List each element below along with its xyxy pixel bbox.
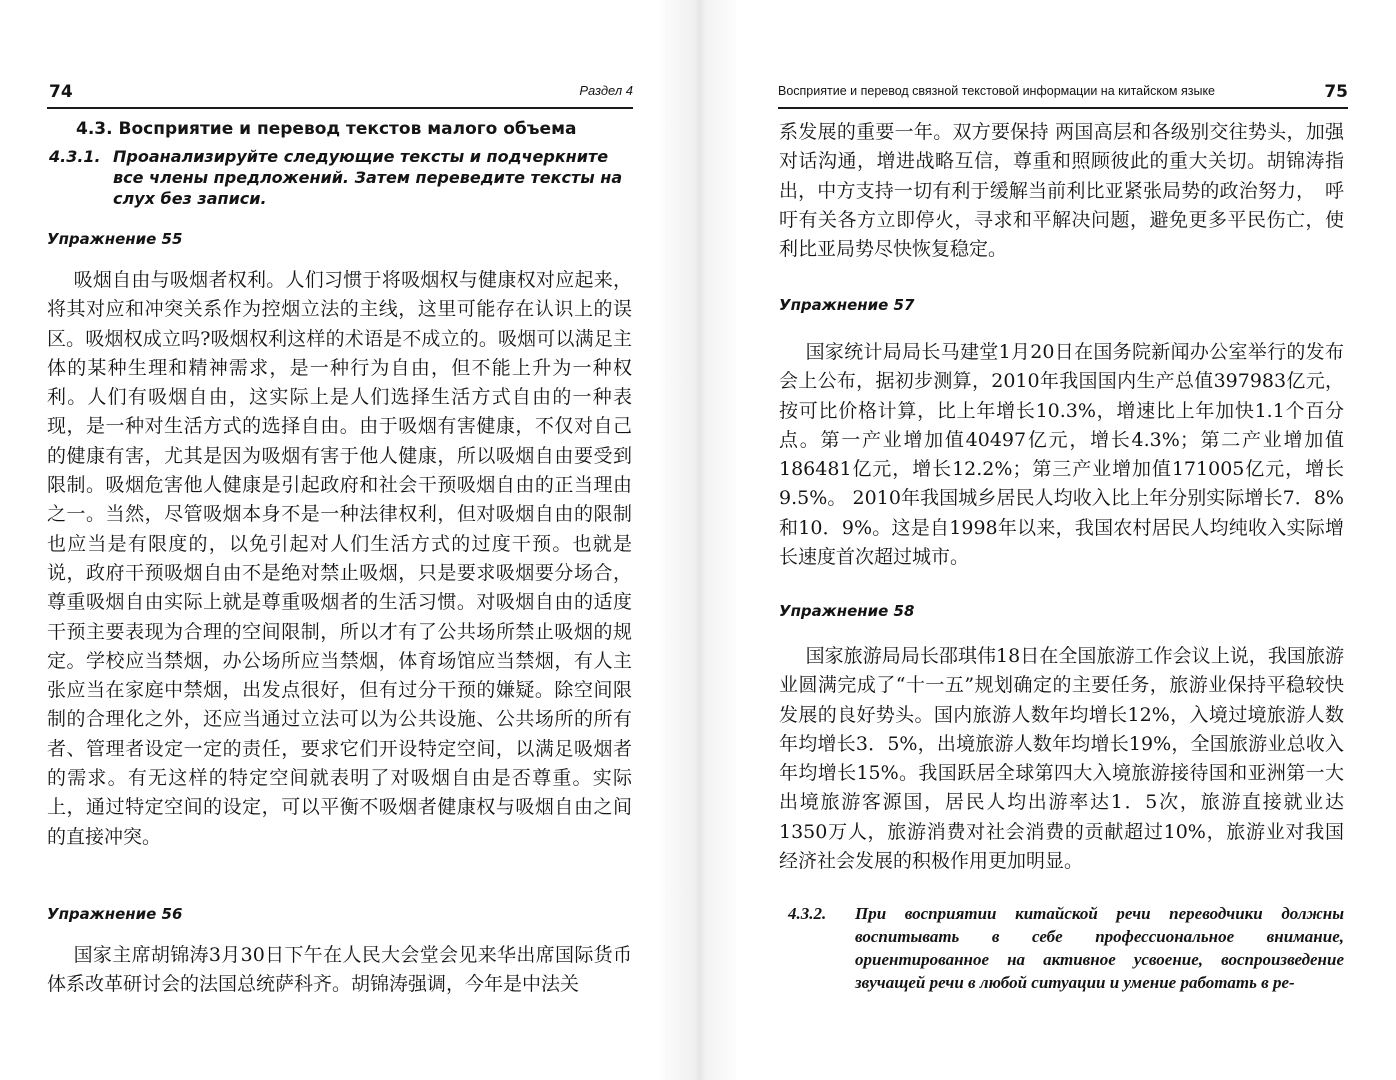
exercise-55-heading: Упражнение 55 (47, 230, 183, 248)
task-number: 4.3.1. (49, 147, 101, 166)
exercise-58-text: 国家旅游局局长邵琪伟18日在全国旅游工作会议上说，我国旅游业圆满完成了“十一五”规划确定的主要任务，旅游业保持平稳较快发展的良好势头。国内旅游人数年均增长12%，入境过境旅游人数年均增长3．5%，出境旅游人数年均增长19%，全国旅游业总收入年均增长15%。我国跃居全球第四大入境旅游接待国和亚洲第一大出境旅游客源国，居民人均出游率达1．5次，旅游直接就业达1350万人，旅游消费对社会消费的贡献超过10%，旅游业对我国经济社会发展的积极作用更加明显。 (779, 645, 1344, 873)
exercise-56-continuation: 系发展的重要一年。双方要保持 两国高层和各级别交往势头，加强对话沟通，增进战略互信，尊重和照顾彼此的重大关切。胡锦涛指出，中方支持一切有利于缓解当前利比亚紧张局势的政治努力， 呼吁有关各方立即停火，寻求和平解决问题，避免更多平民伤亡，使利比亚局势尽快恢复稳定。 (779, 121, 1344, 261)
task-4-3-2 (788, 902, 1344, 994)
right-header-rule (778, 107, 1348, 109)
left-page (0, 0, 660, 1080)
book-spine-gutter (660, 0, 736, 1080)
right-page-number: 75 (1324, 82, 1348, 102)
exercise-58-heading: Упражнение 58 (779, 602, 915, 620)
left-header-rule (47, 107, 633, 109)
exercise-57-text: 国家统计局局长马建堂1月20日在国务院新闻办公室举行的发布会上公布，据初步测算，2010年我国国内生产总值397983亿元，按可比价格计算，比上年增长10.3%，增速比上年加快1.1个百分点。第一产业增加值40497亿元，增长4.3%；第二产业增加值186481亿元，增长12.2%；第三产业增加值171005亿元，增长9.5%。 2010年我国城乡居民人均收入比上年分别实际增长7．8%和10．9%。这是自1998年以来，我国农村居民人均纯收入实际增长速度首次超过城市。 (779, 341, 1344, 569)
task-instruction: Проанализируйте следующие тексты и подчеркните все члены предложений. Затем переведите тексты на слух без записи. (113, 147, 623, 208)
left-running-header: Раздел 4 (579, 83, 633, 98)
right-page (736, 0, 1396, 1080)
exercise-56-heading: Упражнение 56 (47, 905, 183, 923)
right-running-header: Восприятие и перевод связной текстовой информации на китайском языке (778, 84, 1216, 98)
task-4-3-1 (49, 146, 633, 209)
task-2-number: 4.3.2. (788, 904, 827, 923)
exercise-57-heading: Упражнение 57 (779, 296, 915, 314)
task-2-instruction: При восприятии китайской речи переводчики должны воспитывать в себе профессиональное внимание, ориентированное на активное усвоение, воспроизведение звучащей речи в любой ситуации и умение работать в ре- (855, 904, 1344, 992)
left-page-number: 74 (49, 82, 73, 102)
exercise-56-text: 国家主席胡锦涛3月30日下午在人民大会堂会见来华出席国际货币体系改革研讨会的法国总统萨科齐。胡锦涛强调，今年是中法关 (47, 944, 632, 996)
section-title: 4.3. Восприятие и перевод текстов малого объема (76, 119, 577, 139)
exercise-55-text: 吸烟自由与吸烟者权利。人们习惯于将吸烟权与健康权对应起来，将其对应和冲突关系作为控烟立法的主线，这里可能存在认识上的误区。吸烟权成立吗?吸烟权利这样的术语是不成立的。吸烟可以满足主体的某种生理和精神需求，是一种行为自由，但不能上升为一种权利。人们有吸烟自由，这实际上是人们选择生活方式自由的一种表现，是一种对生活方式的选择自由。由于吸烟有害健康，不仅对自己的健康有害，尤其是因为吸烟有害于他人健康，所以吸烟自由要受到限制。吸烟危害他人健康是引起政府和社会干预吸烟自由的正当理由之一。当然，尽管吸烟本身不是一种法律权利，但对吸烟自由的限制也应当是有限度的，以免引起对人们生活方式的过度干预。也就是说，政府干预吸烟自由不是绝对禁止吸烟，只是要求吸烟要分场合，尊重吸烟自由实际上就是尊重吸烟者的生活习惯。对吸烟自由的适度干预主要表现为合理的空间限制，所以才有了公共场所禁止吸烟的规定。学校应当禁烟，办公场所应当禁烟，体育场馆应当禁烟，有人主张应当在家庭中禁烟，出发点很好，但有过分干预的嫌疑。除空间限制的合理化之外，还应当通过立法可以为公共设施、公共场所的所有者、管理者设定一定的责任，要求它们开设特定空间，以满足吸烟者的需求。有无这样的特定空间就表明了对吸烟自由是否尊重。实际上，通过特定空间的设定，可以平衡不吸烟者健康权与吸烟自由之间的直接冲突。 (47, 269, 632, 848)
